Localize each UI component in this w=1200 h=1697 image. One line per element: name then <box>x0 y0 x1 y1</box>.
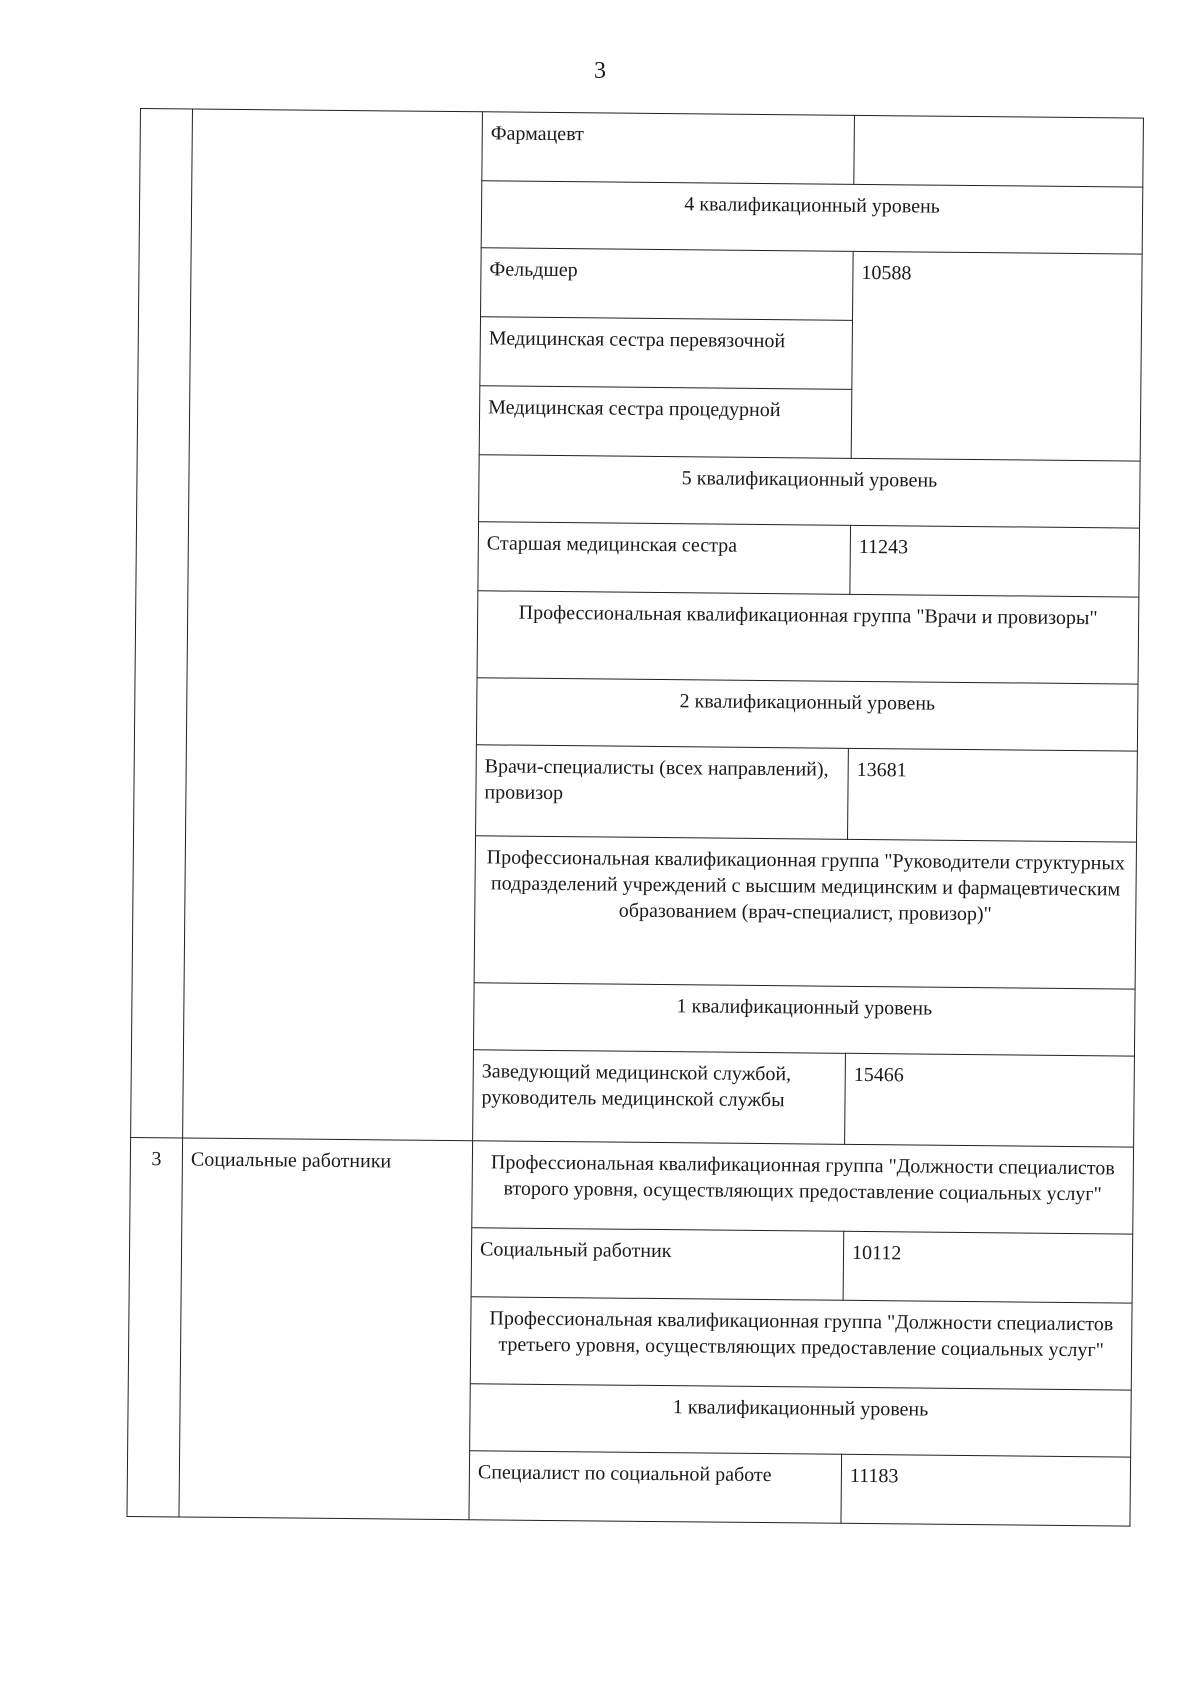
position-cell: Социальный работник <box>471 1228 844 1301</box>
document-sheet <box>126 108 1143 1527</box>
position-cell: Заведующий медицинской службой, руководитель медицинской службы <box>473 1050 846 1145</box>
position-cell: Медицинская сестра процедурной <box>479 386 852 459</box>
salary-cell: 15466 <box>845 1053 1135 1147</box>
salary-cell: 13681 <box>848 748 1138 842</box>
qualification-level: 2 квалификационный уровень <box>476 678 1138 751</box>
qualification-level: 1 квалификационный уровень <box>473 983 1135 1056</box>
position-cell: Фармацевт <box>482 112 855 185</box>
qualification-level: 5 квалификационный уровень <box>479 455 1141 528</box>
position-cell: Фельдшер <box>481 248 854 321</box>
page-number: 3 <box>594 58 606 84</box>
salary-cell: 11183 <box>841 1454 1131 1526</box>
professional-group: Профессиональная квалификационная группа "Должности специалистов второго уровня, осуществляющих предоставление социальных услуг" <box>472 1141 1134 1234</box>
position-cell: Медицинская сестра перевязочной <box>480 317 853 390</box>
professional-group: Профессиональная квалификационная группа "Руководители структурных подразделений учреждений с высшим медицинским и фармацевтическим образованием (врач-специалист, провизор)" <box>474 836 1136 989</box>
salary-cell: 11243 <box>850 525 1140 597</box>
table-row <box>140 109 1144 188</box>
qualification-level: 1 квалификационный уровень <box>470 1384 1132 1457</box>
professional-group: Профессиональная квалификационная группа "Должности специалистов третьего уровня, осуществляющих предоставление социальных услуг" <box>470 1297 1132 1390</box>
table-row <box>130 1137 1134 1234</box>
position-cell: Специалист по социальной работе <box>469 1451 842 1524</box>
salary-cell: 10588 <box>851 251 1142 461</box>
row-number-cell: 3 <box>127 1137 183 1516</box>
category-cell: Социальные работники <box>179 1138 473 1520</box>
salary-cell <box>854 115 1144 187</box>
category-cell <box>183 109 483 1141</box>
position-cell: Старшая медицинская сестра <box>478 522 851 595</box>
salary-table <box>126 108 1143 1527</box>
professional-group: Профессиональная квалификационная группа "Врачи и провизоры" <box>477 591 1139 684</box>
position-cell: Врачи-специалисты (всех направлений), провизор <box>476 745 849 840</box>
salary-cell: 10112 <box>843 1231 1133 1303</box>
qualification-level: 4 квалификационный уровень <box>481 181 1143 254</box>
